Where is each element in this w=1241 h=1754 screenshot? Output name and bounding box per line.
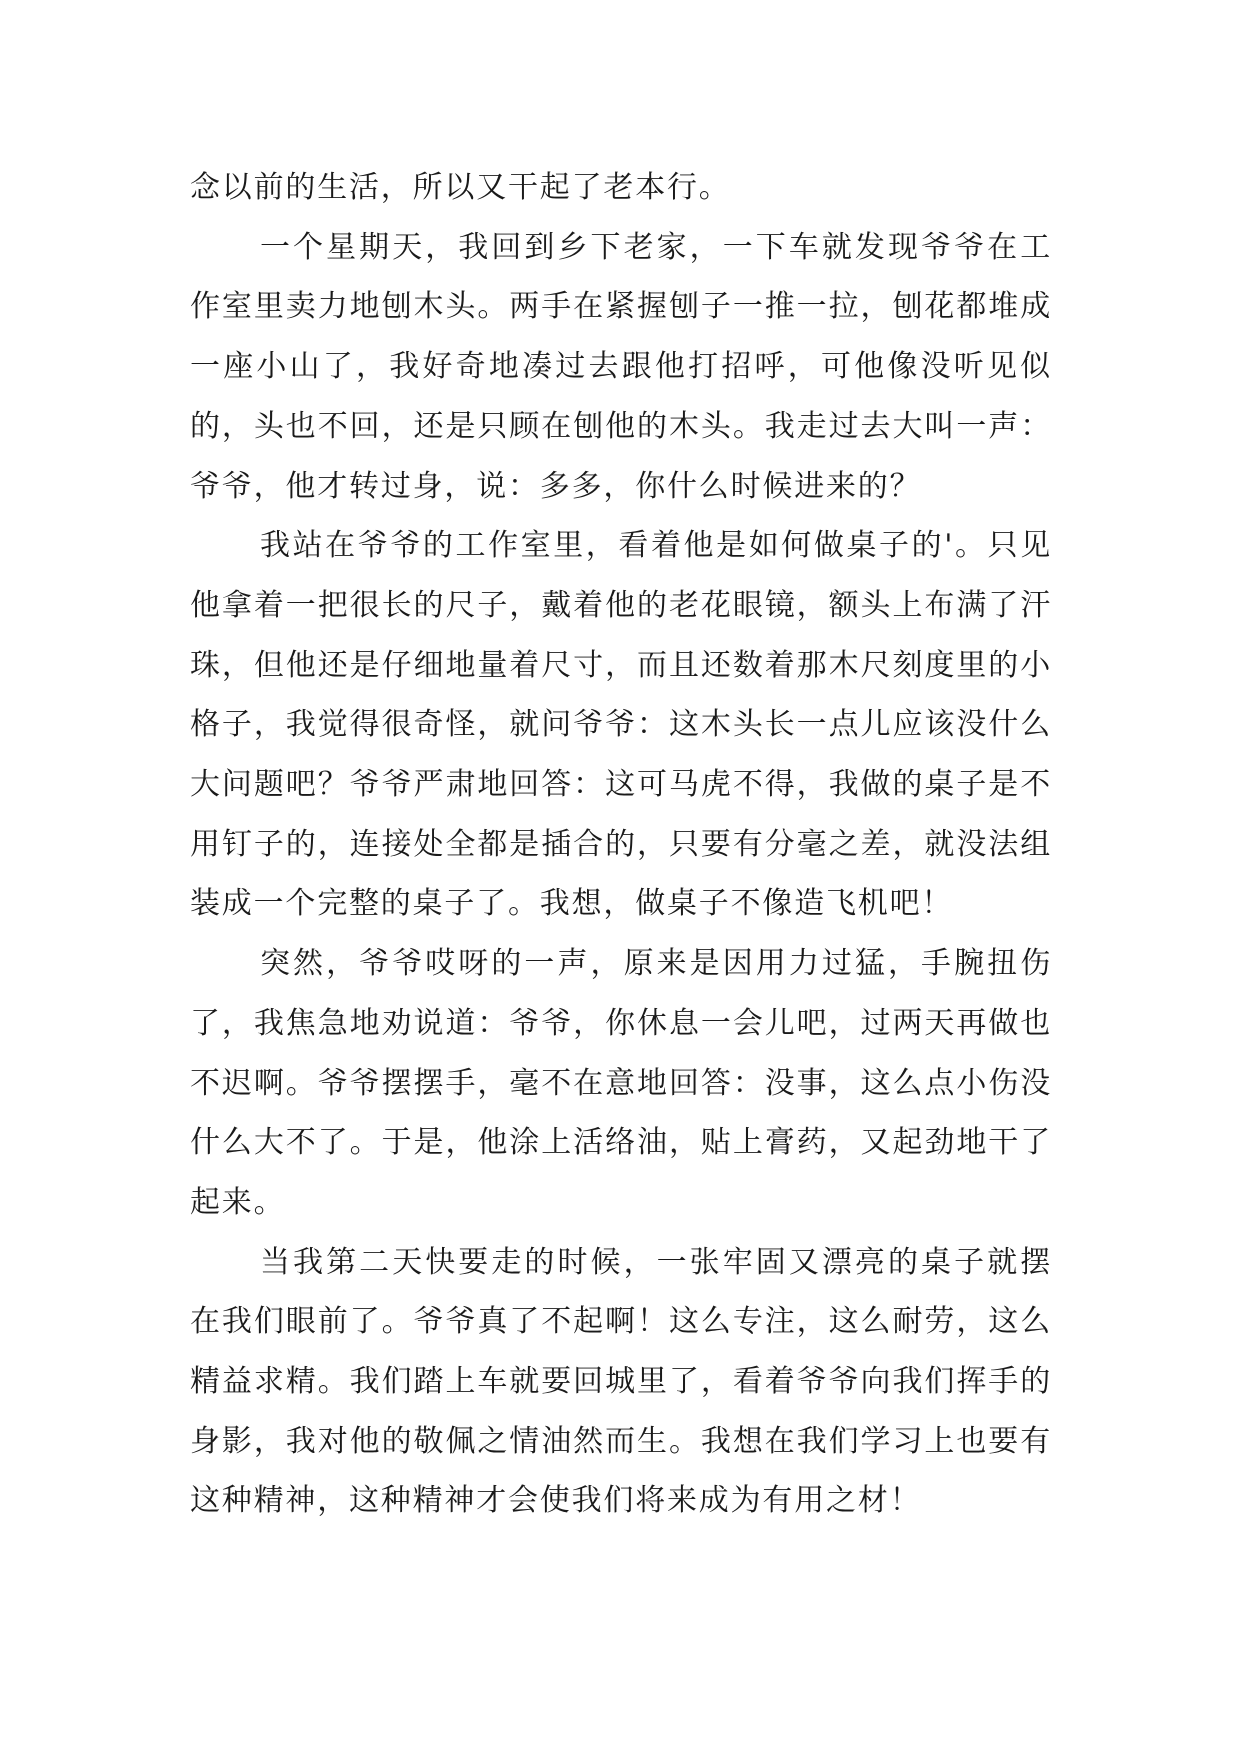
document-body <box>190 158 1052 1531</box>
paragraph: 我站在爷爷的工作室里，看着他是如何做桌子的'。只见他拿着一把很长的尺子，戴着他的老花眼镜，额头上布满了汗珠，但他还是仔细地量着尺寸，而且还数着那木尺刻度里的小格子，我觉得很奇怪，就问爷爷：这木头长一点儿应该没什么大问题吧？爷爷严肃地回答：这可马虎不得，我做的桌子是不用钉子的，连接处全都是插合的，只要有分毫之差，就没法组装成一个完整的桌子了。我想，做桌子不像造飞机吧！ <box>190 528 1052 922</box>
paragraph: 当我第二天快要走的时候，一张牢固又漂亮的桌子就摆在我们眼前了。爷爷真了不起啊！这么专注，这么耐劳，这么精益求精。我们踏上车就要回城里了，看着爷爷向我们挥手的身影，我对他的敬佩之情油然而生。我想在我们学习上也要有这种精神，这种精神才会使我们将来成为有用之材！ <box>190 1244 1052 1519</box>
paragraph: 一个星期天，我回到乡下老家，一下车就发现爷爷在工作室里卖力地刨木头。两手在紧握刨子一推一拉，刨花都堆成一座小山了，我好奇地凑过去跟他打招呼，可他像没听见似的，头也不回，还是只顾在刨他的木头。我走过去大叫一声：爷爷，他才转过身，说：多多，你什么时候进来的？ <box>190 229 1052 504</box>
paragraph-continued: 念以前的生活，所以又干起了老本行。 <box>190 170 731 205</box>
paragraph: 突然，爷爷哎呀的一声，原来是因用力过猛，手腕扭伤了，我焦急地劝说道：爷爷，你休息一会儿吧，过两天再做也不迟啊。爷爷摆摆手，毫不在意地回答：没事，这么点小伤没什么大不了。于是，他涂上活络油，贴上膏药，又起劲地干了起来。 <box>190 946 1052 1220</box>
